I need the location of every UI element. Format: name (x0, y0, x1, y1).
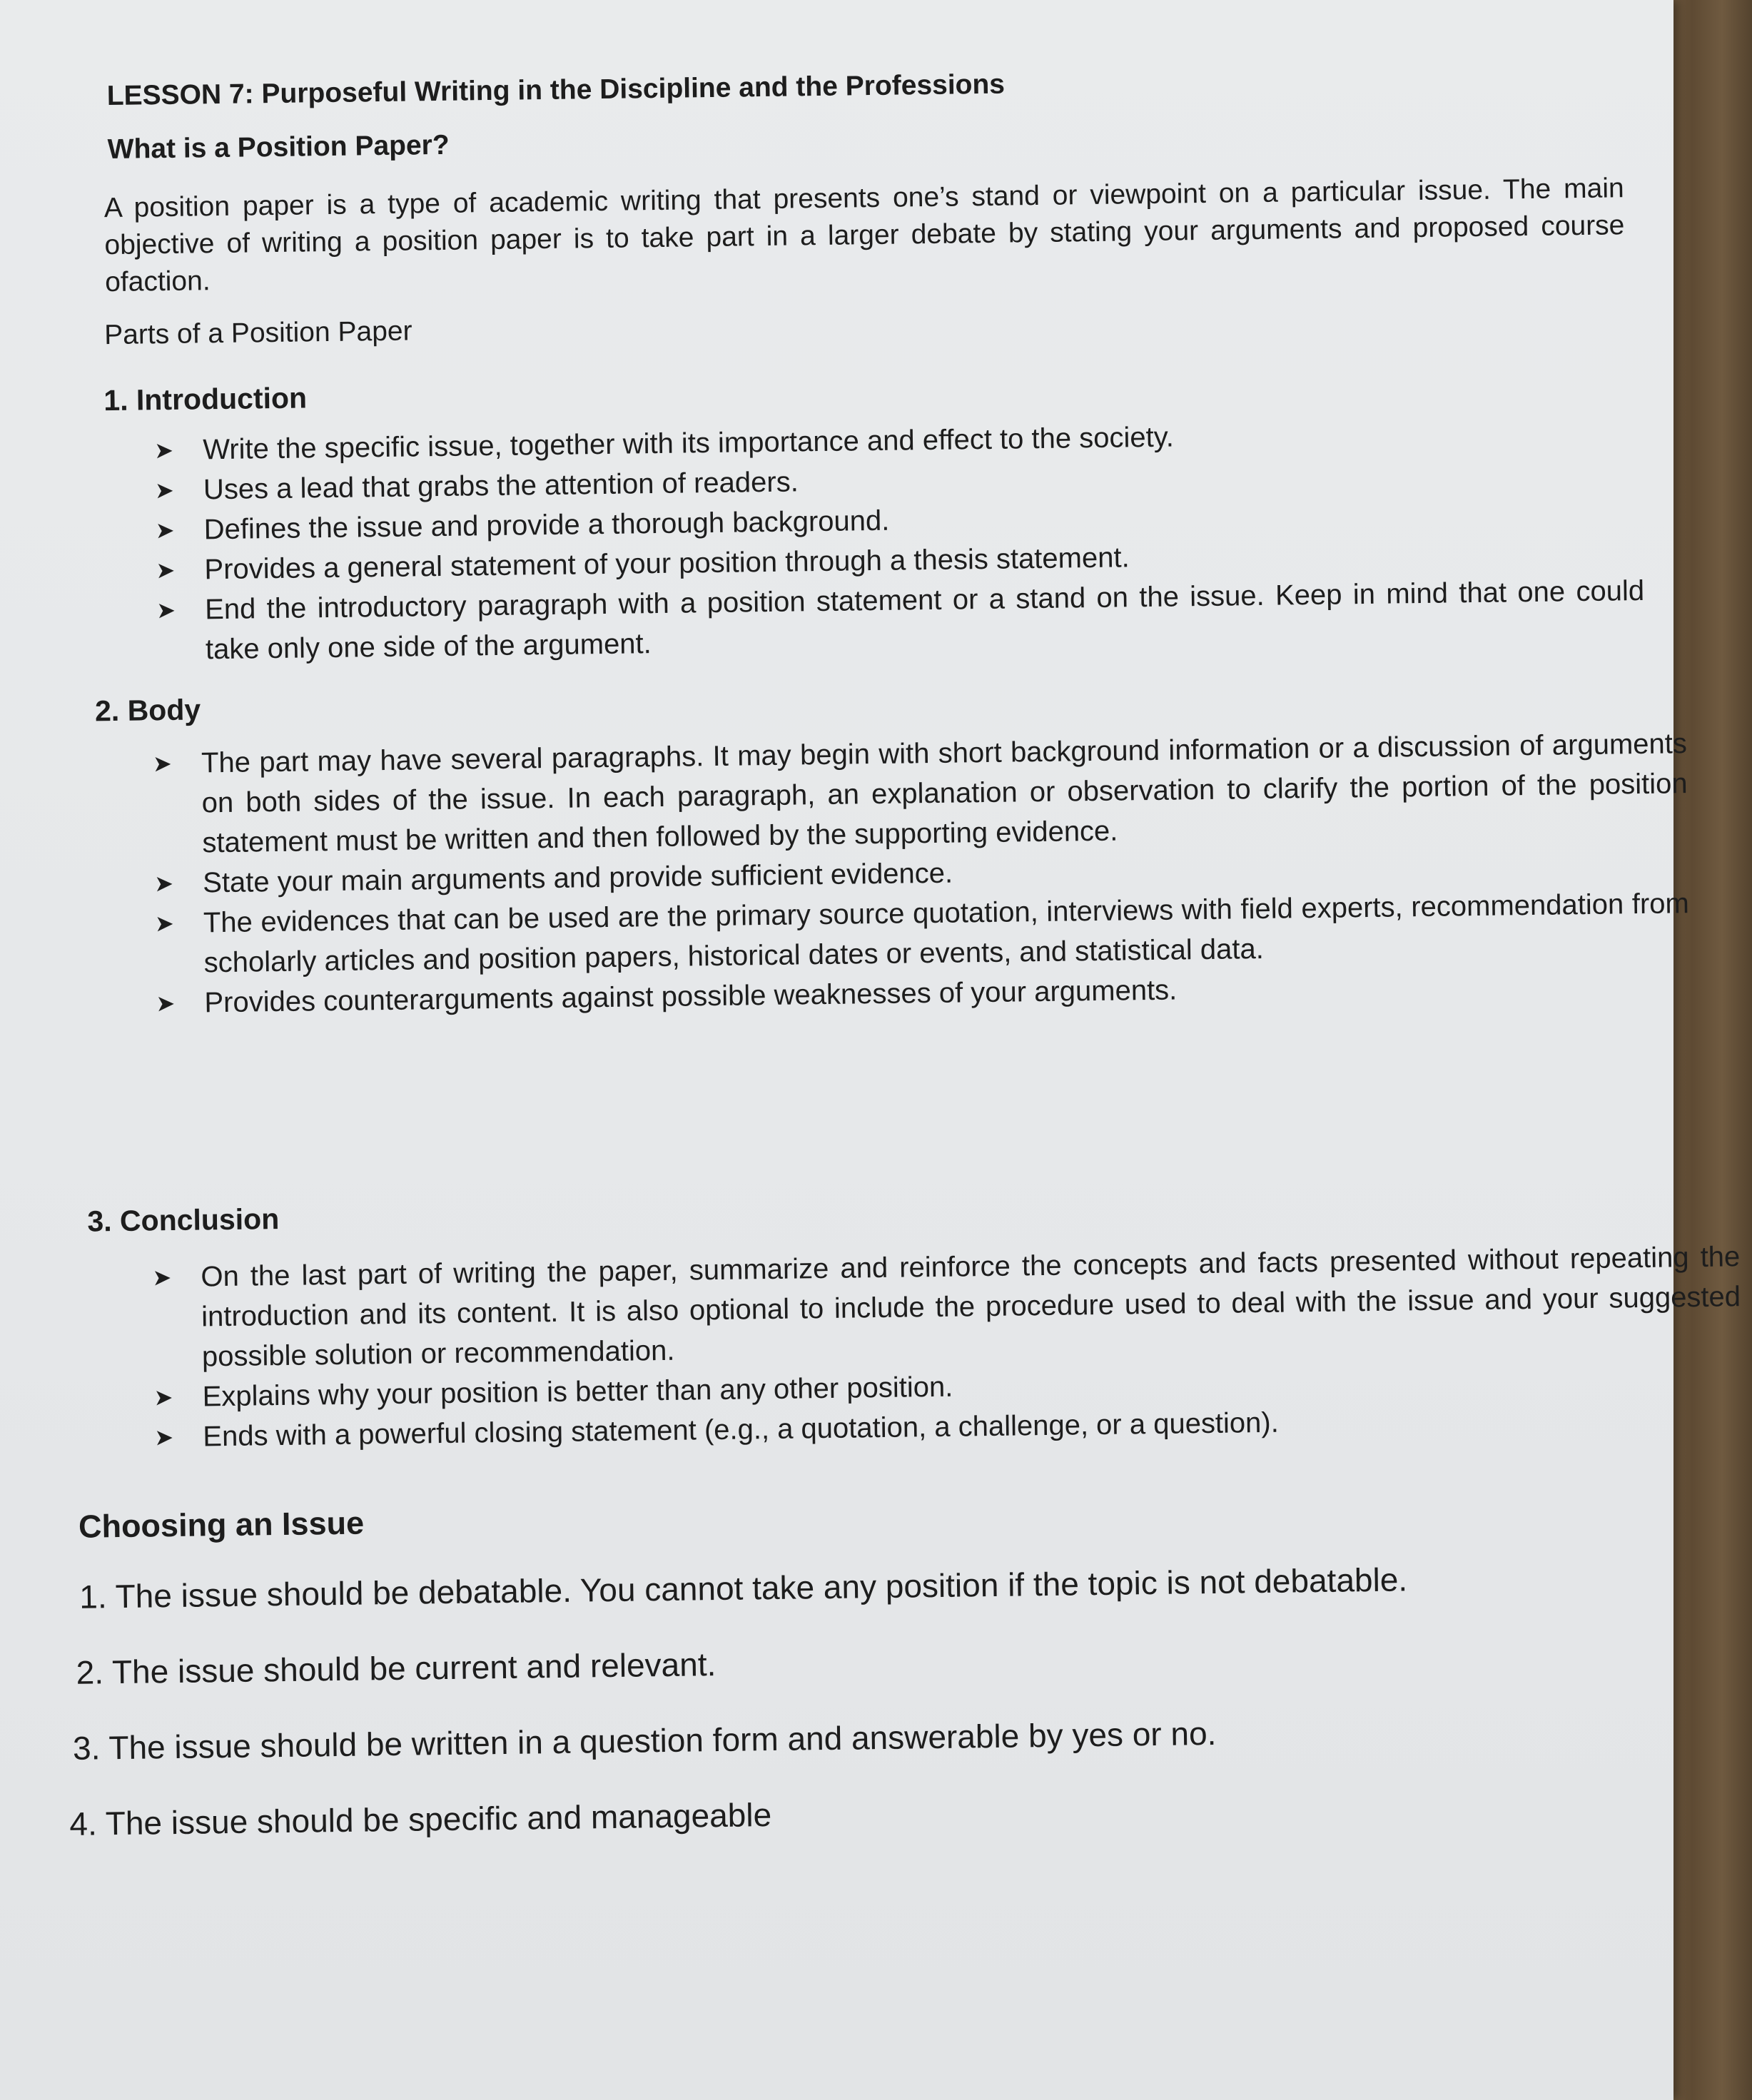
parts-label: Parts of a Position Paper (103, 315, 412, 351)
arrowhead-bullet-icon: ➤ (156, 990, 176, 1017)
section-heading-body: 2. Body (94, 693, 201, 728)
bullet-text: Write the specific issue, together with its importance and effect to the society. (202, 421, 1175, 466)
bullet-text: On the last part of writing the paper, summarize and reinforce the concepts and facts presented without repeating the introduction and its content. It is also optional to include the procedure used to deal with the issue and your suggested possible solution or recommendation. (201, 1241, 1741, 1373)
bullet-item (152, 1237, 1741, 1377)
arrowhead-bullet-icon: ➤ (152, 1264, 172, 1291)
bullet-text: State your main arguments and provide sufficient evidence. (202, 857, 953, 899)
position-paper-question: What is a Position Paper? (107, 129, 450, 166)
bullet-text: Uses a lead that grabs the attention of readers. (203, 466, 799, 506)
bullet-text: Ends with a powerful closing statement (e.g., a quotation, a challenge, or a question). (203, 1406, 1280, 1453)
bullet-text: Defines the issue and provide a thorough background. (203, 504, 890, 546)
issue-item: 1. The issue should be debatable. You cannot take any position if the topic is not debatable. (79, 1561, 1408, 1615)
issue-item: 2. The issue should be current and relevant. (76, 1645, 717, 1691)
body-bullets (153, 724, 1691, 1023)
arrowhead-bullet-icon: ➤ (152, 750, 173, 777)
definition-paragraph: A position paper is a type of academic writing that presents one’s stand or viewpoint on a particular issue. The main objective of writing a position paper is to take part in a larger debate by stating your arguments and proposed course ofaction. (103, 173, 1625, 298)
arrowhead-bullet-icon: ➤ (155, 517, 175, 544)
bullet-text: The part may have several paragraphs. It may begin with short background information or a discussion of arguments on both sides of the issue. In each paragraph, an explanation or observation to clarify the portion of the position statement must be written and then followed by the supporting evidence. (201, 728, 1688, 859)
arrowhead-bullet-icon: ➤ (154, 910, 175, 937)
arrowhead-bullet-icon: ➤ (154, 437, 174, 464)
arrowhead-bullet-icon: ➤ (156, 557, 176, 584)
bullet-text: The evidences that can be used are the primary source quotation, interviews with field experts, recommendation from scholarly articles and position papers, historical dates or events, and statistical data. (203, 888, 1690, 979)
lesson-title: LESSON 7: Purposeful Writing in the Discipline and the Professions (106, 69, 1006, 112)
bullet-text: End the introductory paragraph with a position statement or a stand on the issue. Keep in mind that one could take only one side of the argument. (204, 574, 1645, 666)
arrowhead-bullet-icon: ➤ (156, 597, 176, 624)
bullet-text: Provides counterarguments against possible weaknesses of your arguments. (204, 974, 1178, 1019)
arrowhead-bullet-icon: ➤ (154, 477, 175, 504)
bullet-text: Explains why your position is better than any other position. (202, 1371, 953, 1413)
section-heading-introduction: 1. Introduction (103, 381, 308, 417)
arrowhead-bullet-icon: ➤ (154, 1424, 174, 1451)
issue-item: 4. The issue should be specific and manageable (69, 1796, 772, 1842)
section-heading-conclusion: 3. Conclusion (87, 1202, 280, 1238)
conclusion-bullets (152, 1237, 1742, 1457)
choosing-issue-heading: Choosing an Issue (78, 1504, 365, 1545)
bullet-text: Provides a general statement of your position through a thesis statement. (204, 542, 1130, 586)
issue-item: 3. The issue should be written in a question form and answerable by yes or no. (72, 1714, 1217, 1767)
arrowhead-bullet-icon: ➤ (153, 870, 174, 897)
bullet-item (153, 724, 1688, 863)
introduction-bullets (154, 411, 1645, 670)
arrowhead-bullet-icon: ➤ (153, 1384, 173, 1411)
